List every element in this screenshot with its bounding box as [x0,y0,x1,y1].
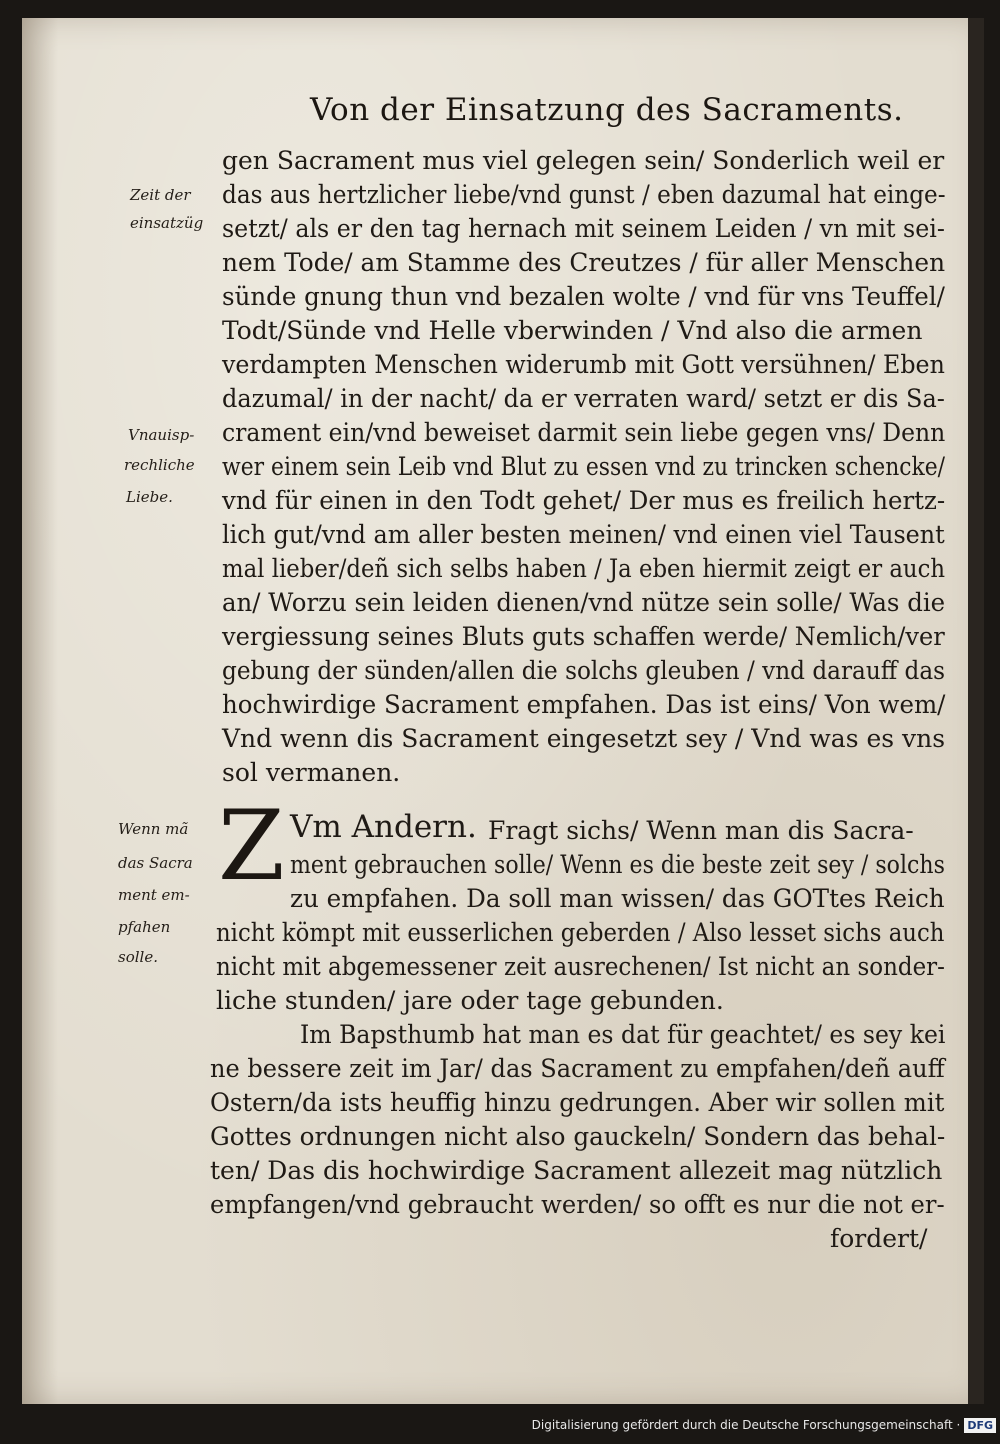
drop-cap-initial: Z [218,790,285,902]
gutter-shadow [22,18,58,1404]
marginal-note: einsatzüg [130,214,204,232]
text-line: sünde gnung thun vnd bezalen wolte / vnd für vns Teuffel/ [222,282,945,311]
text-line: nicht kömpt mit eusserlichen geberden / Also lesset sichs auch [216,918,945,947]
text-line: Im Bapsthumb hat man es dat für geachtet/ es sey kei [300,1020,946,1049]
text-line: Ostern/da ists heuffig hinzu gedrungen. Aber wir sollen mit [210,1088,945,1117]
text-line: hochwirdige Sacrament empfahen. Das ist eins/ Von wem/ [222,690,946,719]
text-line: empfangen/vnd gebraucht werden/ so offt es nur die not er- [210,1190,945,1219]
text-line: vnd für einen in den Todt gehet/ Der mus es freilich hertz- [222,486,946,515]
text-line: Fragt sichs/ Wenn man dis Sacra- [488,816,914,845]
text-line: Gottes ordnungen nicht also gauckeln/ Sondern das behal- [210,1122,946,1151]
marginal-note: Wenn mã [118,820,189,838]
section-heading: Vm Andern. [290,809,477,845]
text-line: dazumal/ in der nacht/ da er verraten ward/ setzt er dis Sa- [222,384,945,413]
marginal-note: solle. [118,948,158,966]
text-line: lich gut/vnd am aller besten meinen/ vnd einen viel Tausent [222,520,945,549]
marginal-note: rechliche [124,456,195,474]
text-line: gen Sacrament mus viel gelegen sein/ Sonderlich weil er [222,146,945,175]
text-line: liche stunden/ jare oder tage gebunden. [216,986,724,1015]
marginal-note: ment em- [118,886,190,904]
text-line: Vnd wenn dis Sacrament eingesetzt sey / Vnd was es vns [222,724,946,753]
text-line: ten/ Das dis hochwirdige Sacrament allezeit mag nützlich [210,1156,943,1185]
footer-text: Digitalisierung gefördert durch die Deutsche Forschungsgemeinschaft · [531,1418,961,1432]
text-line: wer einem sein Leib vnd Blut zu essen vnd zu trincken schencke/ [222,452,946,481]
running-header: Von der Einsatzung des Sacraments. [310,92,904,128]
text-line: setzt/ als er den tag hernach mit seinem Leiden / vn mit sei- [222,214,945,243]
text-line: Todt/Sünde vnd Helle vberwinden / Vnd also die armen [222,316,923,345]
text-line: ment gebrauchen solle/ Wenn es die beste zeit sey / solchs [290,850,945,879]
text-line: das aus hertzlicher liebe/vnd gunst / eben dazumal hat einge- [222,180,946,209]
text-line: nem Tode/ am Stamme des Creutzes / für aller Menschen [222,248,946,277]
dfg-logo: DFG [964,1418,996,1433]
text-line: gebung der sünden/allen die solchs gleuben / vnd darauff das [222,656,946,685]
text-line: verdampten Menschen widerumb mit Gott versühnen/ Eben [222,350,945,379]
marginal-note: pfahen [118,918,171,936]
text-line: nicht mit abgemessener zeit ausrechenen/ Ist nicht an sonder- [216,952,945,981]
marginal-note: Zeit der [130,186,191,204]
text-line: ne bessere zeit im Jar/ das Sacrament zu empfahen/deñ auff [210,1054,945,1083]
text-line: sol vermanen. [222,758,401,787]
page-edge [968,18,984,1404]
text-line: an/ Worzu sein leiden dienen/vnd nütze sein solle/ Was die [222,588,946,617]
digitization-footer [0,1418,996,1433]
text-line: mal lieber/deñ sich selbs haben / Ja eben hiermit zeigt er auch [222,554,946,583]
marginal-note: Vnauisp- [128,426,195,444]
text-line: crament ein/vnd beweiset darmit sein liebe gegen vns/ Denn [222,418,946,447]
text-line: vergiessung seines Bluts guts schaffen werde/ Nemlich/ver [222,622,945,651]
marginal-note: das Sacra [118,854,193,872]
catchword: fordert/ [830,1224,928,1253]
text-line: zu empfahen. Da soll man wissen/ das GOTtes Reich [290,884,945,913]
marginal-note: Liebe. [126,488,173,506]
